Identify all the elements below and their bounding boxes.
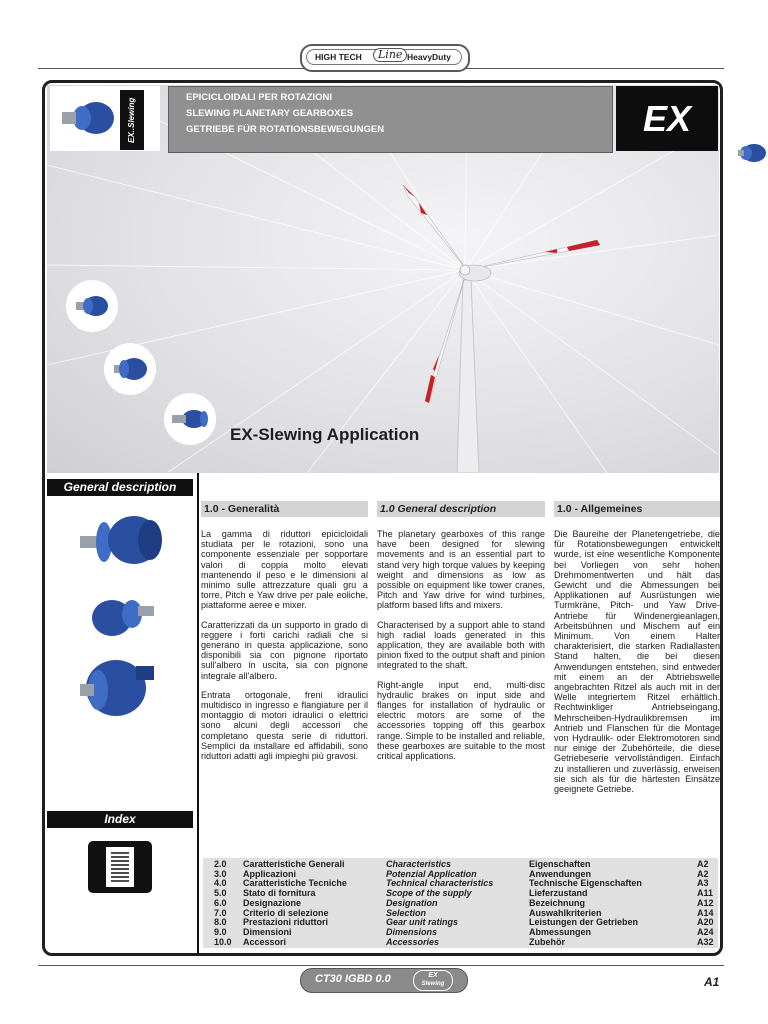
index-num: 5.0	[214, 888, 227, 899]
index-it: Designazione	[243, 897, 302, 908]
index-it: Prestazioni riduttori	[243, 917, 329, 928]
index-de: Lieferzustand	[529, 888, 588, 899]
german-heading: 1.0 - Allgemeines	[554, 501, 720, 517]
document-code: CT30 IGBD 0.0	[315, 973, 391, 985]
brand-high-tech: HIGH TECH	[315, 52, 362, 62]
index-en: Scope of the supply	[386, 888, 472, 899]
index-de: Eigenschaften	[529, 859, 591, 869]
english-paragraph-2: Characterised by a support able to stand high radial loads generated in this application, they are available both with pinion fixed to the output shaft and pinion integrated to the shaft.	[377, 619, 545, 671]
index-it: Caratteristiche Tecniche	[243, 878, 347, 889]
index-en: Gear unit ratings	[386, 917, 459, 928]
general-description-label: General description	[47, 479, 193, 496]
index-label: Index	[47, 811, 193, 828]
english-heading: 1.0 General description	[377, 501, 545, 517]
index-num: 3.0	[214, 868, 227, 879]
index-page: A24	[697, 926, 714, 937]
document-icon	[88, 841, 152, 893]
index-row[interactable]	[203, 908, 718, 918]
series-code-box: EX	[616, 86, 718, 151]
mini-badge-bottom: Slewing	[421, 981, 445, 987]
index-en: Accessories	[386, 936, 440, 947]
index-it: Accessori	[243, 936, 287, 947]
index-num: 7.0	[214, 907, 227, 918]
index-de: Leistungen der Getrieben	[529, 917, 639, 928]
index-page: A2	[697, 859, 709, 869]
index-row[interactable]	[203, 917, 718, 927]
index-num: 9.0	[214, 926, 227, 937]
index-page: A14	[697, 907, 714, 918]
italian-heading: 1.0 - Generalità	[201, 501, 368, 517]
index-de: Anwendungen	[529, 868, 591, 879]
index-row[interactable]	[203, 869, 718, 879]
series-vertical-label: EX..Slewing	[120, 90, 144, 150]
index-it: Criterio di selezione	[243, 907, 329, 918]
index-de: Abmessungen	[529, 926, 592, 937]
index-num: 8.0	[214, 917, 227, 928]
gearbox-circle-image-1	[66, 280, 118, 332]
gearbox-product-image-2	[82, 590, 158, 642]
index-num: 2.0	[214, 859, 227, 869]
index-page: A12	[697, 897, 714, 908]
margin-gearbox-image	[736, 140, 768, 166]
column-english	[377, 501, 545, 770]
italian-paragraph-2: Caratterizzati da un supporto in grado di reggere i forti carichi radiali che si generano in questa applicazione, sono disponibili sia con pignone riportato sull'albero in uscita, sia con pignone integrale all'albero.	[201, 619, 368, 681]
index-it: Dimensioni	[243, 926, 292, 937]
banner-line-en: SLEWING PLANETARY GEARBOXES	[186, 108, 354, 119]
gearbox-circle-image-3	[164, 393, 216, 445]
english-paragraph-1: The planetary gearboxes of this range have been designed for slewing movements and is an essential part to stand very high torque values by keeping weight and dimensions as low as possible on equipment like tower cranes, Pitch and Yaw drive for wind turbines, platform based lifts and mixers.	[377, 529, 545, 611]
index-row[interactable]	[203, 878, 718, 888]
index-row[interactable]	[203, 927, 718, 937]
brand-line: Line	[373, 48, 407, 62]
index-en: Dimensions	[386, 926, 438, 937]
hero-title: EX-Slewing Application	[230, 425, 420, 444]
index-icon-box	[88, 841, 152, 893]
index-de: Bezeichnung	[529, 897, 586, 908]
banner-line-it: EPICICLOIDALI PER ROTAZIONI	[186, 92, 333, 103]
ex-slewing-mini-badge	[413, 970, 453, 991]
gearbox-thumbnail-image	[56, 90, 126, 150]
index-en: Technical characteristics	[386, 878, 494, 889]
index-it: Applicazioni	[243, 868, 297, 879]
gearbox-product-image-3	[76, 652, 168, 724]
document-code-badge	[300, 968, 468, 993]
brand-heavy-duty: HeavyDuty	[407, 52, 451, 62]
index-de: Auswahlkriterien	[529, 907, 602, 918]
index-en: Designation	[386, 897, 438, 908]
index-en: Potenzial Application	[386, 868, 477, 879]
index-row[interactable]	[203, 937, 718, 947]
index-row[interactable]	[203, 859, 718, 869]
index-en: Characteristics	[386, 859, 452, 869]
index-num: 10.0	[214, 936, 232, 947]
index-page: A3	[697, 878, 709, 889]
brand-badge	[300, 44, 470, 72]
banner-title-box	[168, 86, 613, 153]
column-german	[554, 501, 720, 803]
gearbox-circle-image-2	[104, 343, 156, 395]
index-de: Technische Eigenschaften	[529, 878, 642, 889]
index-num: 6.0	[214, 897, 227, 908]
italian-paragraph-3: Entrata ortogonale, freni idraulici multidisco in ingresso e flangiature per il montaggio di motori idraulici o elettrici sono alcuni degli accessori che completano questa serie di riduttori. Semplici da installare ed affidabili, sono riduttori adatti agli impieghi più gravosi.	[201, 689, 368, 762]
column-italian	[201, 501, 368, 770]
italian-paragraph-1: La gamma di riduttori epicicloidali studiata per le rotazioni, sono una componente essenziale per sopportare valori di coppia molto elevati mantenendo il peso e le dimensioni al minimo sulle attrezzature quali gru a torre, Pitch e Yaw drive per pale eoliche, piattaforme aeree e mixer.	[201, 529, 368, 611]
german-paragraph-1: Die Baureihe der Planetengetriebe, die für Rotationsbewegungen entwickelt wurde, ist eine wesentliche Komponente bei Vorliegen von sehr hohen Drehmomentwerten und hält das Gewicht und die Abmessungen bei Applikationen auf Ausrüstungen wie Turmkräne, Pitch- und Yaw Drive-Antriebe für Windenergieanlagen, Arbeitsbühnen und Mischern auf ein Minimum. Von einem Halter charakterisiert, die starken Radiallasten Stand halten, die bei diesen Anwendungen entstehen, sind entweder mit einem an der Abtriebswelle angebrachten Ritzel als auch mit in der Welle integriertem Ritzel erhältlich. Rechtwinkliger Antriebseingang, Mehrscheiben-Hydraulikbremsen im Antrieb und Flanschen für die Montage von Hydraulik- oder Elektromotoren sind nur einige der Zubehörteile, die diese Getriebeserie vervollständigen. Einfach zu installieren und zuverlässig, erweisen sie sich als für die härtesten Einsätze geeignete Getriebe.	[554, 529, 720, 795]
index-de: Zubehör	[529, 936, 565, 947]
mini-badge-top: EX	[428, 972, 438, 979]
index-row[interactable]	[203, 898, 718, 908]
column-separator	[197, 473, 199, 953]
index-row[interactable]	[203, 888, 718, 898]
index-it: Stato di fornitura	[243, 888, 316, 899]
index-en: Selection	[386, 907, 427, 918]
gearbox-product-image-1	[76, 510, 168, 572]
banner-line-de: GETRIEBE FÜR ROTATIONSBEWEGUNGEN	[186, 124, 385, 135]
footer-rule	[38, 965, 724, 966]
page-number: A1	[704, 975, 720, 989]
english-paragraph-3: Right-angle input end, multi-disc hydraulic brakes on input side and flanges for installation of hydraulic or electric motors are some of the accessories topping off this gearbox range. Simple to be installed and reliable, these gearboxes are suitable to the most critical applications.	[377, 679, 545, 762]
index-page: A2	[697, 868, 709, 879]
index-it: Caratteristiche Generali	[243, 859, 345, 869]
index-page: A20	[697, 917, 714, 928]
index-page: A32	[697, 936, 714, 947]
index-page: A11	[697, 888, 714, 899]
index-num: 4.0	[214, 878, 227, 889]
